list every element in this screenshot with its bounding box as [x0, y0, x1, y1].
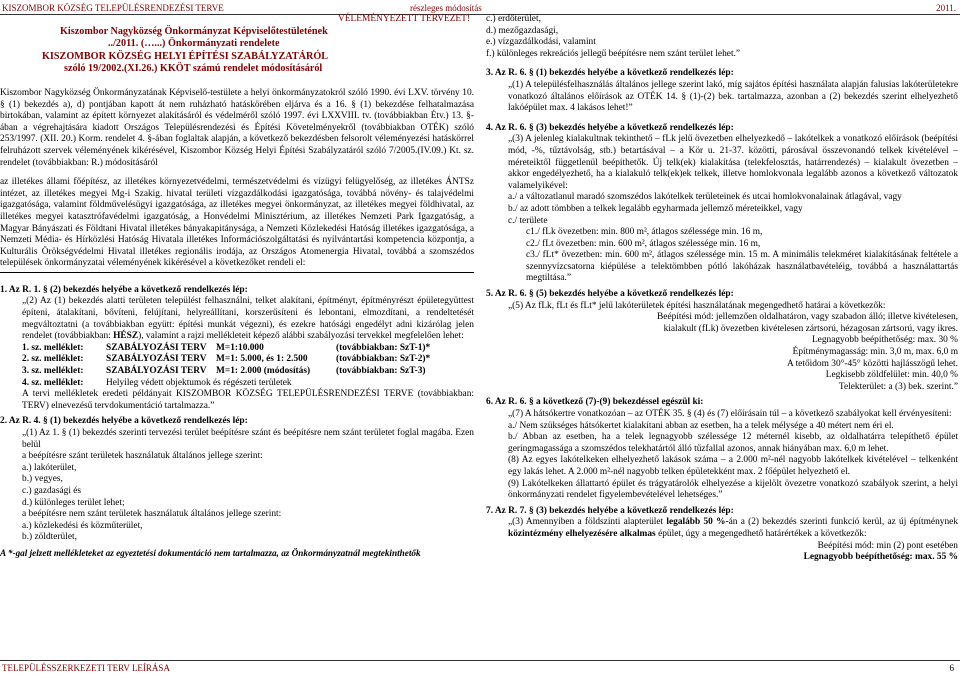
annex-number: 1. sz. melléklet: — [22, 342, 84, 353]
parameter-line: Telekterület: a (3) bek. szerint.” — [838, 381, 958, 392]
parameter-line: Legnagyobb beépíthetőség: max. 55 % — [803, 552, 958, 563]
header-middle: részleges módosítás — [410, 3, 482, 13]
section-2-sub: a beépítésre szánt területek használatuk általános jellege szerint: — [22, 451, 263, 462]
section-5-heading: 5. Az R. 6. § (5) bekezdés helyébe a következő rendelkezés lép: — [486, 289, 734, 300]
preamble-1: Kiszombor Nagyközség Önkormányzatának Képviselő-testülete a helyi önkormányzatokról szóló 1990. évi LXV. törvény 10. § (1) bekezdés a), d) pontjában kapott át nem ruházható hatáskörében eljárva és a 16. § (1) bekezdése felhatalmazása birtokában, valamint az épített környezet alakításáról és védelméről szóló 1997. évi LXXVIII. tv. (továbbiakban Étv.) 13. §-ában a végrehajtására kiadott Országos Településrendezési és Építési Követelményekről (továbbiakban OTÉK) szóló 253/1997. (XII. 20.) Korm. rendelet 4. §-ában foglaltak alapján, a következő bekezdésben felsorolt véleményezési hatáskörrel felruházott szervek véleményének kikérésével, Kiszombor Község Helyi Építési Szabályzatáról szóló 7/2005.(IV.09.) Kt. sz. rendelet (továbbiakban: R.) módosításáról — [0, 87, 474, 168]
annex-row — [22, 354, 474, 366]
section-1-text-2: ), valamint a rajzi mellékleteit képező alábbi szabályozási tervekkel megfelelően lehet: — [138, 331, 464, 342]
section-7-bold-1: legalább 50 %- — [666, 517, 729, 528]
annex-row — [22, 366, 474, 378]
section-1-body — [0, 296, 474, 342]
parameter-line: Legnagyobb beépíthetőség: max. 30 % — [811, 335, 958, 346]
section-4-c3: c3./ fLt* övezetben: min. 600 m², átlagos szélessége min. 15 m. A minimális telekméret kialakításának feltétele a szennyvízcsatorna kiépülése a telektömbben pótló lakóházak használatbavételéig, továbbá a használattartás megtiltása.” — [526, 250, 958, 284]
section-1-heading: 1. Az R. 1. § (2) bekezdés helyébe a következő rendelkezés lép: — [0, 284, 248, 295]
list-item: f.) különleges rekreációs jellegű beépítésre nem szánt terület lehet.” — [486, 48, 741, 59]
section-3-heading: 3. Az R. 6. § (1) bekezdés helyébe a következő rendelkezés lép: — [486, 68, 734, 79]
annex-scale: M=1: 2.000 (módosítás) — [216, 366, 311, 377]
section-7-text-2: án a (2) bekezdés szerinti funkció kerül, az új építménynek — [728, 517, 959, 528]
section-6-b: b./ Abban az esetben, ha a telek legnagyobb szélessége 12 méternél kisebb, az oldalhatárra telepíthető épület geringmagassága a szomszédos telekhatártól álló tűzfallal azonos, annak hiányában max. 6,0 m lehet. — [508, 432, 958, 454]
left-column — [0, 14, 474, 560]
annex-name: Helyileg védett objektumok és régészeti területek — [106, 377, 292, 388]
decree-title-3: KISZOMBOR KÖZSÉG HELYI ÉPÍTÉSI SZABÁLYZATÁRÓL — [42, 50, 329, 62]
parameter-line: kialakult (fLk) övezetben kivételesen zártsorú, hézagosan zártsorú, vagy ikres. — [663, 323, 958, 334]
list-item: b.) zöldterület, — [22, 532, 77, 543]
section-4-body: „(3) A jelenleg kialakultnak tekinthető – fLk jelű övezetben elhelyezkedő – lakótelkek a vonatkozó előírások (beépítési mód, -%, tűztávolság, stb.) betartásával – a Kör u. 21-37. közötti, párosával összevonandó telkek kivételével – méreteiktől függetlenül beépíthetők. Új telk(ek) kialakítása (telekfelosztás, határrendezés) – kialakult övezetben – akkor engedélyezhető, ha a kialakuló telk(ek)ek telkek, illetve homlokvonala legalább azonos a következő változatok valamelyikével: — [508, 134, 958, 191]
section-4-c2: c2./ fLt övezetben: min. 600 m², átlagos szélessége min. 16 m, — [526, 238, 761, 249]
annex-scale: M=1:10.000 — [216, 342, 264, 353]
list-item: d.) mezőgazdasági, — [486, 25, 559, 36]
section-2-heading: 2. Az R. 4. § (1) bekezdés helyébe a következő rendelkezés lép: — [0, 416, 248, 427]
section-7-text-3: épület, úgy a megengedhető határértékek a következők: — [658, 528, 867, 539]
annex-number: 2. sz. melléklet: — [22, 354, 84, 365]
annex-list — [0, 343, 474, 389]
section-divider — [0, 272, 474, 273]
list-item: c.) gazdasági és — [22, 485, 82, 496]
right-column — [486, 14, 958, 564]
section-2-sub-2: a beépítésre nem szánt területek használatuk általános jellege szerint: — [22, 509, 282, 520]
list-item: a.) közlekedési és közműterület, — [22, 520, 143, 531]
section-6-p9: (9) Lakótelkeken állattartó épület és trágyatárolók elhelyezése a kijelölt övezetre vonatkozó szabályok szerint, a helyi önkormányzati rendelet figyelembevételével lehetséges.” — [508, 478, 958, 501]
footnote: A *-gal jelzett mellékleteket az egyeztetési dokumentáció nem tartalmazza, az Önkormányzatnál megtekinthetők — [0, 547, 421, 558]
section-7-heading: 7. Az R. 7. § (3) bekezdés helyébe a következő rendelkezés lép: — [486, 505, 734, 516]
section-7-text: „(3) Amennyiben a földszinti alapterület — [508, 517, 664, 528]
running-header — [0, 2, 960, 14]
parameter-line: A tetőidom 30°-45° közötti hajlásszögű lehet. — [786, 358, 958, 369]
section-4-c: c./ területe — [508, 215, 548, 226]
decree-title-1: Kiszombor Nagyközség Önkormányzat Képviselőtestületének — [60, 25, 328, 37]
decree-title-4: szóló 19/2002.(XI.26.) KKÖT számú rendelet módosításáról — [64, 63, 323, 75]
parameter-line: Beépítési mód: min (2) pont esetében — [817, 540, 958, 551]
list-item: d.) különleges terület lehet; — [22, 497, 125, 508]
header-left: KISZOMBOR KÖZSÉG TELEPÜLÉSRENDEZÉSI TERVE — [2, 3, 224, 13]
footer-left: TELEPÜLÉSSZERKEZETI TERV LEÍRÁSA — [2, 663, 170, 673]
list-item: a.) lakóterület, — [22, 462, 77, 473]
footer-rule — [0, 660, 960, 661]
running-footer — [0, 663, 960, 675]
section-5-body: „(5) Az fLk, fLt és fLt* jelű lakóterületek építési használatának megengedhető határai a következők: — [508, 300, 886, 311]
list-item: b.) vegyes, — [22, 474, 63, 485]
parameter-line: Legkisebb zöldfelület: min. 40,0 % — [825, 370, 958, 381]
section-6-p7: „(7) A hátsókertre vonatkozóan – az OTÉK 35. § (4) és (7) előírásain túl – a következő szabályokat kell érvényesíteni: — [508, 409, 952, 419]
section-7-bold-2: közintézmény elhelyezésére alkalmas — [508, 528, 656, 539]
annex-name: SZABÁLYOZÁSI TERV — [106, 354, 207, 365]
annex-name: SZABÁLYOZÁSI TERV — [106, 342, 207, 353]
annex-ref: (továbbiakban: SzT-3) — [336, 366, 426, 377]
annex-number: 3. sz. melléklet: — [22, 366, 84, 377]
section-4-a: a./ a változatlanul maradó szomszédos lakótelkek területeinek és utcai homlokvonalainak átlagával, vagy — [508, 192, 902, 203]
annex-name: SZABÁLYOZÁSI TERV — [106, 366, 207, 377]
section-7-body — [486, 517, 958, 540]
annex-note: A tervi mellékletek eredeti példányait KISZOMBOR KÖZSÉG TELEPÜLÉSRENDEZÉSI TERVE (továbbiakban: TERV) elnevezésű tervdokumentáció tartalmazza.” — [22, 389, 474, 411]
annex-number: 4. sz. melléklet: — [22, 377, 84, 388]
section-2-body: „(1) Az 1. § (1) bekezdés szerinti tervezési terület beépítésre szánt és beépítésre nem szánt területet foglal magába. Ezen belül — [22, 428, 474, 450]
section-4-b: b./ az adott tömbben a telkek legalább egyharmada jellemző méreteikkel, vagy — [508, 203, 803, 214]
page-number: 6 — [949, 663, 954, 673]
annex-ref: (továbbiakban: SzT-1)* — [336, 342, 431, 353]
section-1-hesz: HÉSZ — [113, 331, 139, 342]
section-4-heading: 4. Az R. 6. § (3) bekezdés helyébe a következő rendelkezés lép: — [486, 122, 734, 133]
preamble-2: az illetékes állami főépítész, az illetékes környezetvédelmi, természetvédelmi és vízügyi felügyelőség, az illetékes ÁNTSz intézet, az illetékes megyei Mg-i Szakig. hivatal területi vízgazdálkodási igazgatósága, továbbá növény- és talajvédelmi igazgatósága, valamint földművelésügyi igazgatósága, az illetékes megyei önkormányzat, az illetékes megyei földhivatal, az illetékes megyei katasztrófavédelmi igazgatóság, a Honvédelmi Minisztérium, az illetékes Nemzeti Park Igazgatóság, a Magyar Bányászati és Földtani Hivatal illetékes bányakapitánysága, a Nemzeti Közlekedési Hatóság illetékes igazgatósága, a Nemzeti Média- és Hírközlési Hatóság Hivatala illetékes Információszolgáltatási és nyilvántartási kompetencia központja, a Kulturális Örökségvédelmi Hivatal illetékes regionális irodája, az Országos Atomenergia Hivatal, továbbá a szomszédos települések önkormányzatai véleményének kikérésével a következőket rendeli el: — [0, 177, 474, 269]
parameter-line: Építménymagasság: min. 3,0 m, max. 6,0 m — [792, 347, 958, 358]
decree-title-2: ../2011. (…...) Önkormányzati rendelete — [108, 38, 280, 50]
section-6-p8: (8) Az egyes lakótelkeken elhelyezhető lakások száma – a 2.000 m²-nél nagyobb lakótelkek kivételével – telkenként egy lakás lehet. A 2.000 m²-nél nagyobb telken épületekként max. 2 főépület helyezhető el. — [508, 455, 958, 477]
parameter-line: Beépítési mód: jellemzően oldalhatáron, vagy szabadon álló; illetve kivételesen, — [657, 312, 958, 323]
draft-stamp: VÉLEMÉNYEZETT TERVEZET! — [338, 14, 470, 24]
section-3-body: „(1) A településfelhasználás általános jellege szerint lakó, míg sajátos építési használata alapján falusias lakóterületekre vonatkozó általános előírások az OTÉK 14. § (1)-(2) bek. tartalmazza, azonban a (2) bekezdés szerint elhelyezhető lakóépület max. 4 lakásos lehet!” — [508, 79, 958, 114]
annex-row — [22, 343, 474, 355]
section-6-a: a./ Nem szükséges hátsókertet kialakítani abban az esetben, ha a telek mélysége a 40 métert nem éri el. — [508, 420, 894, 431]
list-item: e.) vízgazdálkodási, valamint — [486, 37, 596, 48]
annex-row — [22, 378, 474, 390]
section-4-c1: c1./ fLk övezetben: min. 800 m², átlagos szélessége min. 16 m, — [526, 227, 763, 238]
section-1-text: „(2) Az (1) bekezdés alatti területen települést felhasználni, telket alakítani, építményt, építményrészt épületegyüttest építeni, átalakítani, bővíteni, felújítani, helyreállítani, korszerűsíteni és lebontani, elmozdítani, a rendeltetését megváltoztatni (a továbbiakban együtt: építési munkát végezni), és ezekre hatósági engedélyt adni kizárólag jelen rendelet (továbbiakban: — [22, 296, 474, 342]
header-right: 2011. — [936, 3, 956, 13]
list-item: c.) erdőterület, — [486, 14, 541, 24]
annex-scale: M=1: 5.000, és 1: 2.500 — [216, 354, 308, 365]
section-6-heading: 6. Az R. 6. § a következő (7)-(9) bekezdéssel egészül ki: — [486, 397, 704, 408]
annex-ref: (továbbiakban: SzT-2)* — [336, 354, 431, 365]
